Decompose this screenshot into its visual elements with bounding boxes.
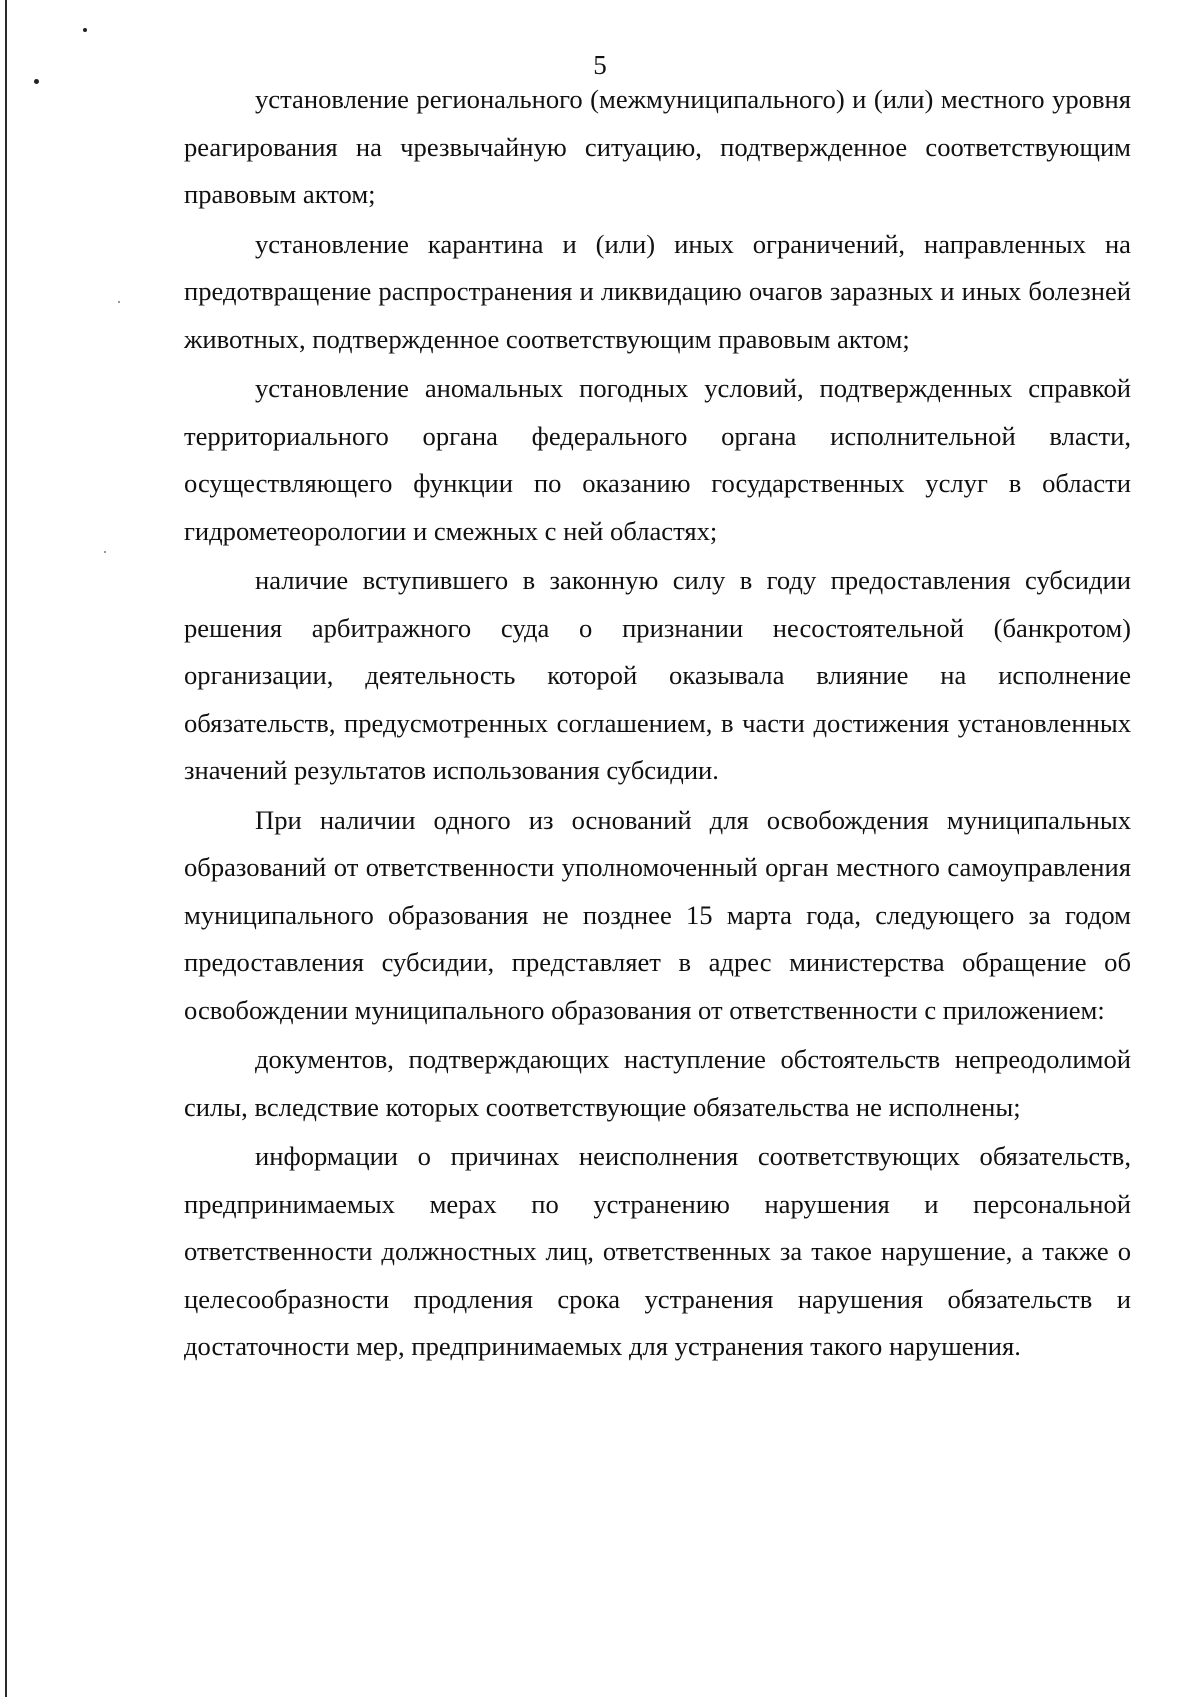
scan-speck [104, 551, 106, 553]
scan-speck [118, 301, 120, 303]
paragraph-weather-conditions: установление аномальных погодных условий, подтвержденных справкой территориального органа федерального органа исполнительной власти, осуществляющего функции по оказанию государственных услуг в области гидрометеорологии и смежных с ней областях; [184, 373, 1131, 546]
paragraph-force-majeure-documents: документов, подтверждающих наступление обстоятельств непреодолимой силы, вследствие которых соответствующие обязательства не исполнены; [184, 1044, 1131, 1122]
document-body [184, 76, 1131, 1371]
paragraph-emergency-response-level: установление регионального (межмуниципального) и (или) местного уровня реагирования на чрезвычайную ситуацию, подтвержденное соответствующим правовым актом; [184, 84, 1131, 209]
scan-speck [83, 28, 87, 32]
page-edge-line [5, 0, 7, 1697]
page-number: 5 [593, 50, 607, 80]
paragraph-quarantine: установление карантина и (или) иных ограничений, направленных на предотвращение распространения и ликвидацию очагов заразных и иных болезней животных, подтвержденное соответствующим правовым актом; [184, 228, 1131, 354]
paragraph-violation-information: информации о причинах неисполнения соответствующих обязательств, предпринимаемых мерах по устранению нарушения и персональной ответственности должностных лиц, ответственных за такое нарушение, а также о целесообразности продления срока устранения нарушения обязательств и достаточности мер, предпринимаемых для устранения такого нарушения. [184, 1141, 1131, 1361]
paragraph-bankruptcy-decision: наличие вступившего в законную силу в году предоставления субсидии решения арбитражного суда о признании несостоятельной (банкротом) организации, деятельность которой оказывала влияние на исполнение обязательств, предусмотренных соглашением, в части достижения установленных значений результатов использования субсидии. [184, 565, 1131, 785]
paragraph-exemption-request: При наличии одного из оснований для освобождения муниципальных образований от ответственности уполномоченный орган местного самоуправления муниципального образования не позднее 15 марта года, следующего за годом предоставления субсидии, представляет в адрес министерства обращение об освобождении муниципального образования от ответственности с приложением: [184, 804, 1131, 1025]
